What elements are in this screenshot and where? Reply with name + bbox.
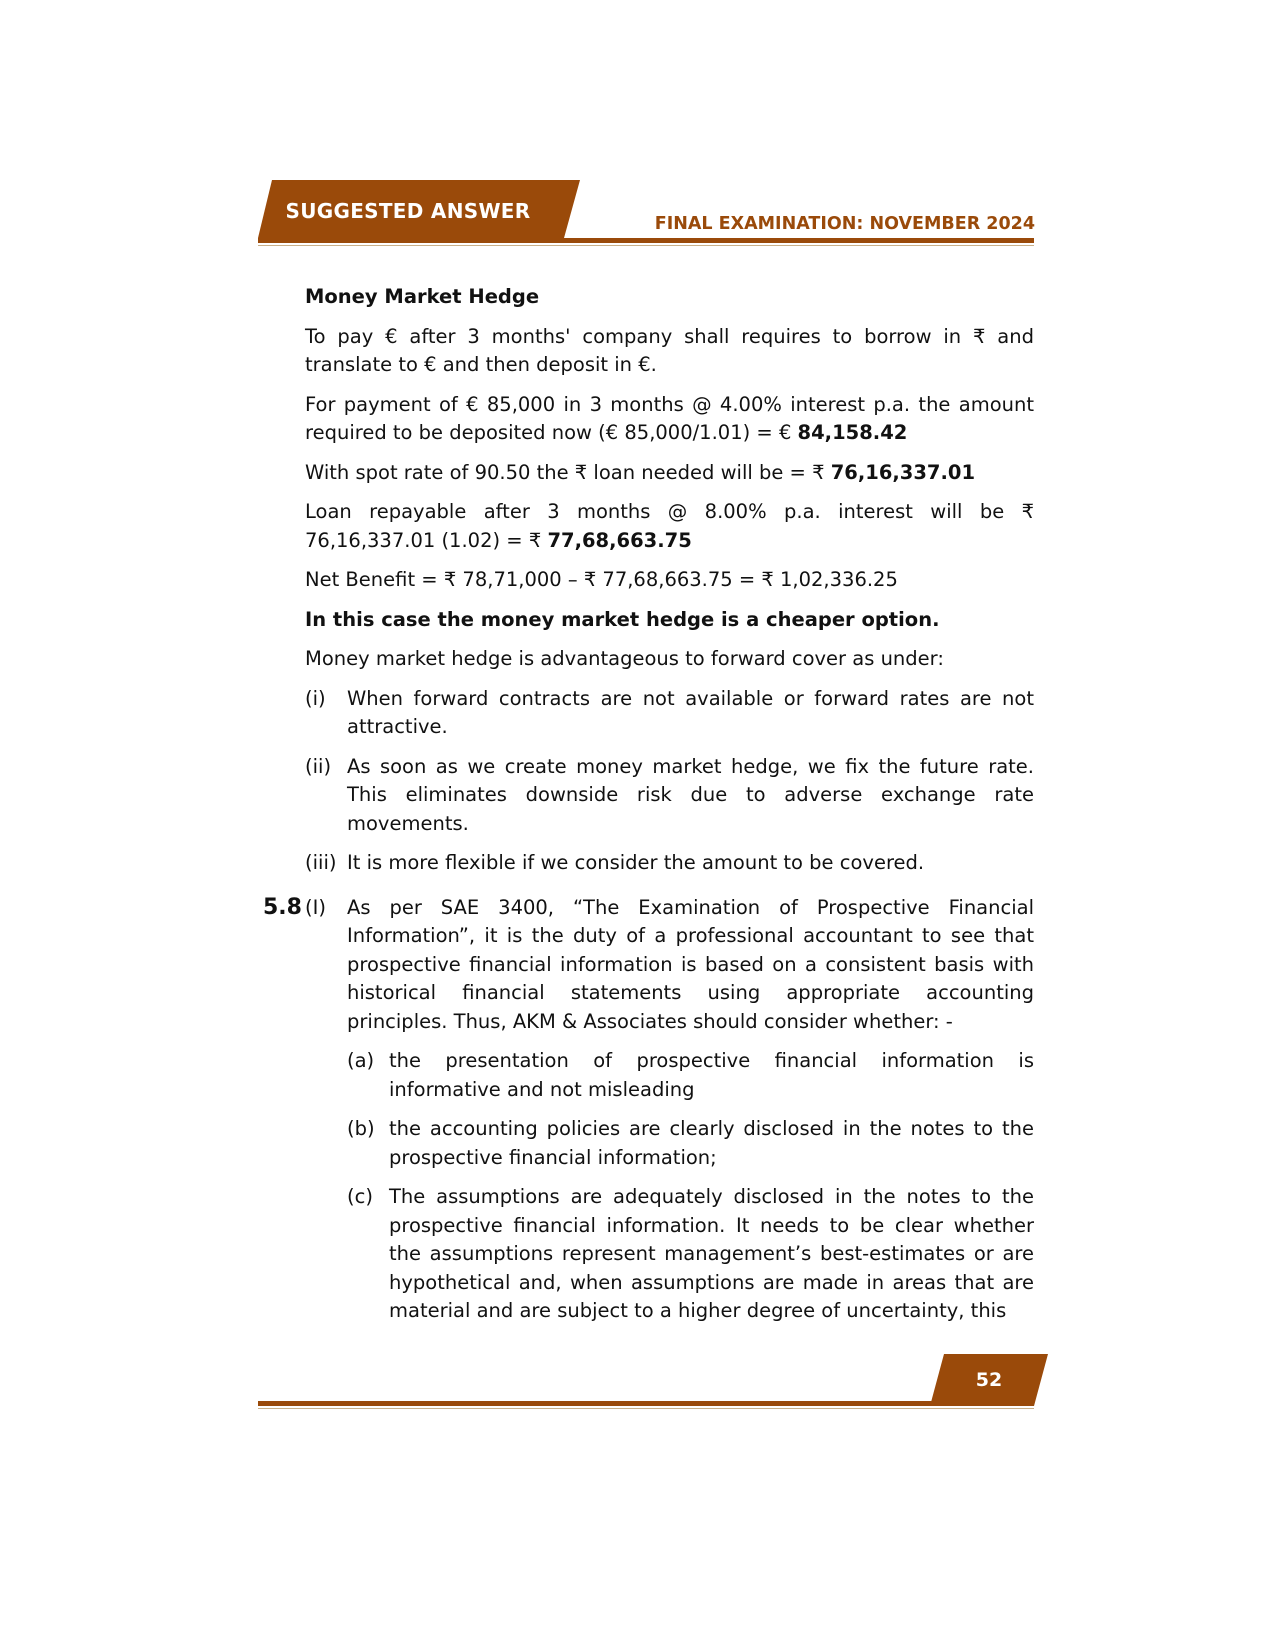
list-item [305, 753, 1034, 839]
paragraph-3-value: 76,16,337.01 [830, 460, 976, 484]
list-item-text: The assumptions are adequately disclosed in the notes to the prospective financial information. It needs to be clear whether the assumptions represent management’s best-estimates or are hypothetical and, when assumptions are made in areas that are material and are subject to a higher degree of uncertainty, this [389, 1185, 1034, 1322]
paragraph-4-value: 77,68,663.75 [547, 528, 692, 552]
page-number: 52 [975, 1369, 1003, 1391]
paragraph-1: To pay € after 3 months' company shall requires to borrow in ₹ and translate to € and then deposit in €. [305, 324, 1034, 376]
section-heading: Money Market Hedge [305, 285, 540, 308]
paragraph-4 [305, 498, 1034, 555]
question-number: 5.8 [263, 894, 302, 920]
paragraph-2-value: 84,158.42 [797, 421, 908, 444]
advantages-intro: Money market hedge is advantageous to forward cover as under: [305, 647, 944, 670]
list-item-text: the accounting policies are clearly disclosed in the notes to the prospective financial information; [389, 1117, 1034, 1169]
footer-rule-thin [258, 1408, 1034, 1409]
list-item-text: When forward contracts are not available or forward rates are not attractive. [347, 686, 1034, 738]
question-answer [263, 894, 1034, 1037]
header-rule-thin [258, 245, 1034, 246]
header-rule [258, 238, 1034, 243]
list-item-text: the presentation of prospective financial information is informative and not misleading [389, 1049, 1034, 1101]
paragraph-2-text: For payment of € 85,000 in 3 months @ 4.00% interest p.a. the amount required to be deposited now (€ 85,000/1.01) = € [305, 392, 1034, 444]
list-item-number: (c) [347, 1185, 373, 1208]
list-item-number: (ii) [305, 754, 332, 778]
list-item-number: (a) [347, 1049, 375, 1072]
question-text: As per SAE 3400, “The Examination of Prospective Financial Information”, it is the duty of a professional accountant to see that prospective financial information is based on a consistent basis with historical financial statements using appropriate accounting principles. Thus, AKM & Associates should consider whether: - [347, 895, 1034, 1033]
header-tab-label: SUGGESTED ANSWER [285, 199, 531, 223]
paragraph-4-text: Loan repayable after 3 months @ 8.00% p.a. interest will be ₹ 76,16,337.01 (1.02) = ₹ [305, 500, 1034, 552]
paragraph-3 [305, 459, 1034, 488]
conclusion: In this case the money market hedge is a cheaper option. [305, 607, 940, 631]
net-benefit: Net Benefit = ₹ 78,71,000 – ₹ 77,68,663.75 = ₹ 1,02,336.25 [305, 568, 898, 591]
page-content [263, 283, 1034, 1337]
list-item [305, 849, 1034, 878]
paragraph-2 [305, 391, 1034, 448]
paragraph-3-text: With spot rate of 90.50 the ₹ loan needed will be = ₹ [305, 460, 831, 484]
list-item [347, 1047, 1034, 1104]
list-item-text: As soon as we create money market hedge, we fix the future rate. This eliminates downside risk due to adverse exchange rate movements. [347, 754, 1034, 835]
list-item-number: (b) [347, 1117, 375, 1140]
list-item-number: (iii) [305, 851, 337, 874]
list-item [305, 685, 1034, 742]
question-part: (I) [305, 895, 326, 919]
list-item [347, 1115, 1034, 1172]
list-item-text: It is more flexible if we consider the amount to be covered. [347, 851, 925, 874]
list-item-number: (i) [305, 686, 326, 710]
list-item [347, 1183, 1034, 1326]
exam-title: FINAL EXAMINATION: NOVEMBER 2024 [654, 214, 1035, 234]
footer-rule [258, 1401, 1034, 1406]
